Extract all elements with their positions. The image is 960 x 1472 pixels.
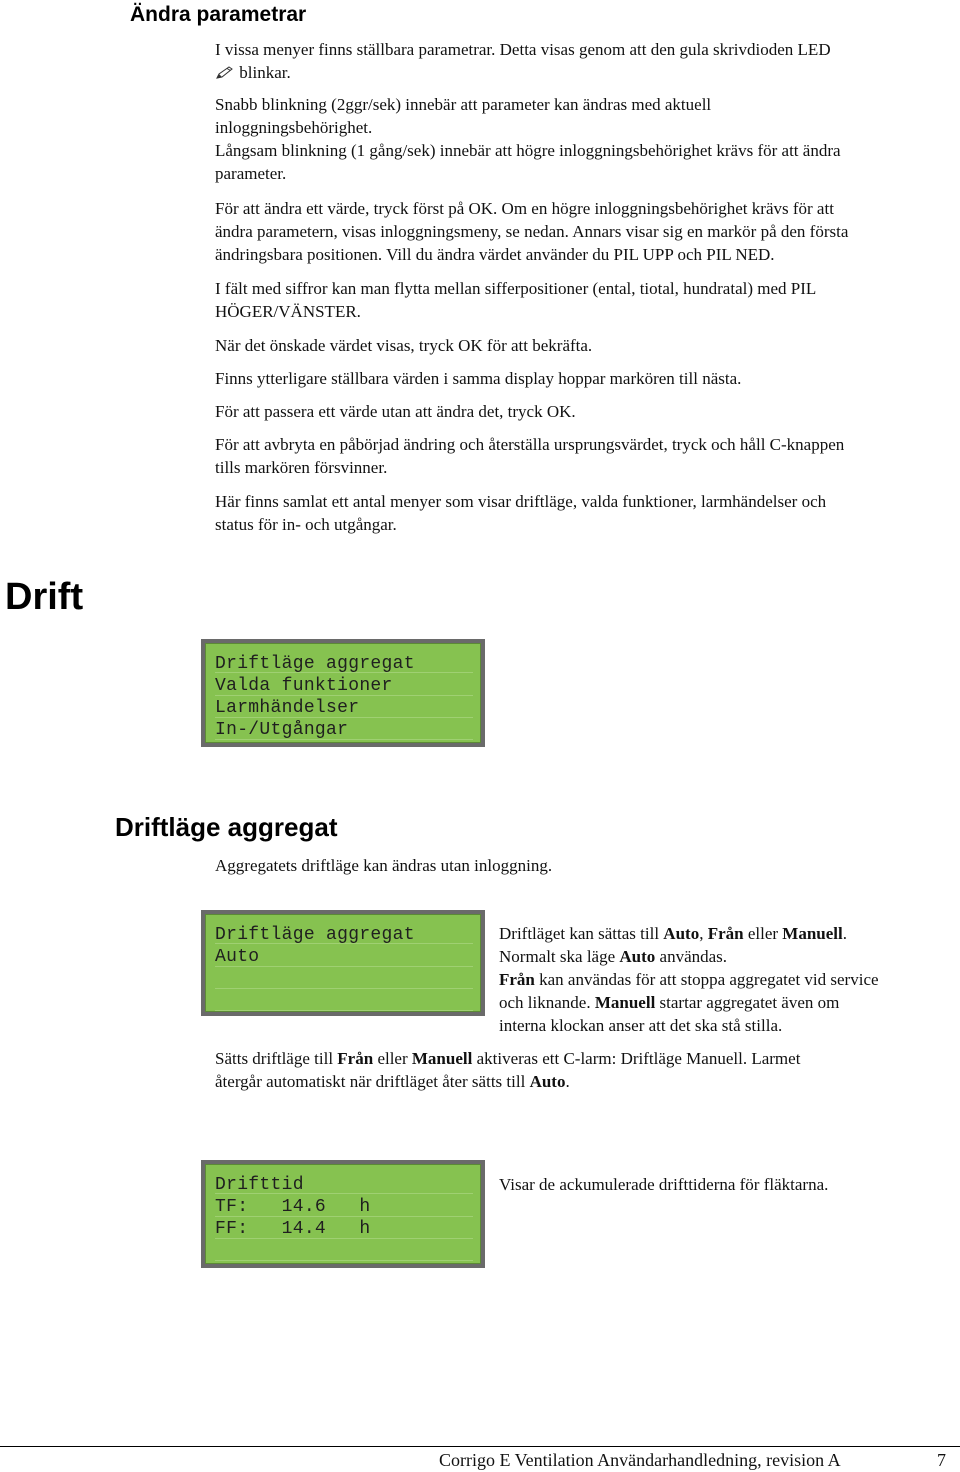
paragraph-line: Här finns samlat ett antal menyer som visar driftläge, valda funktioner, larmhändelser och xyxy=(215,492,827,511)
lcd-line: Driftläge aggregat xyxy=(215,654,415,674)
page-number: 7 xyxy=(937,1450,946,1470)
lcd-line: Auto xyxy=(215,947,260,967)
paragraph-line: I vissa menyer finns ställbara parametrar. Detta visas genom att den gula skrivdioden LED xyxy=(215,40,831,59)
section-title-drift: Drift xyxy=(5,576,84,618)
paragraph-line: parameter. xyxy=(215,164,287,183)
footer-divider xyxy=(0,1446,960,1447)
footer-title: Corrigo E Ventilation Användarhandledning, revision A xyxy=(439,1450,841,1470)
lcd-display-drifttid xyxy=(201,1160,485,1268)
lcd-line: Larmhändelser xyxy=(215,698,360,718)
note-line: återgår automatiskt när driftläget åter sätts till Auto. xyxy=(215,1072,570,1091)
lcd-line: Driftläge aggregat xyxy=(215,925,415,945)
section-title-driftlage-aggregat: Driftläge aggregat xyxy=(115,812,338,842)
drifttid-description: Visar de ackumulerade drifttiderna för fläktarna. xyxy=(499,1175,829,1194)
lcd-display-drift-menu xyxy=(201,639,485,747)
lcd-line: In-/Utgångar xyxy=(215,720,349,740)
lcd-line: Drifttid xyxy=(215,1175,304,1195)
desc-line: Driftläget kan sättas till Auto, Från eller Manuell. xyxy=(499,924,847,943)
paragraph-line: ändringsbara positionen. Vill du ändra värdet använder du PIL UPP och PIL NED. xyxy=(215,245,775,264)
paragraph-line: Snabb blinkning (2ggr/sek) innebär att parameter kan ändras med aktuell xyxy=(215,95,712,114)
intro-text: Aggregatets driftläge kan ändras utan inloggning. xyxy=(215,856,553,875)
pencil-icon xyxy=(215,63,235,77)
desc-line: Från kan användas för att stoppa aggregatet vid service xyxy=(499,970,879,989)
paragraph-line xyxy=(215,61,955,84)
paragraph-line: I fält med siffror kan man flytta mellan sifferpositioner (ental, tiotal, hundratal) med PIL xyxy=(215,279,817,298)
desc-line: Normalt ska läge Auto användas. xyxy=(499,947,728,966)
paragraph-line: För att ändra ett värde, tryck först på OK. Om en högre inloggningsbehörighet krävs för att xyxy=(215,199,834,218)
paragraph-line: ändra parametern, visas inloggningsmeny, se nedan. Annars visar sig en markör på den första xyxy=(215,222,849,241)
paragraph-text: blinkar. xyxy=(239,63,291,82)
paragraph-line: Långsam blinkning (1 gång/sek) innebär att högre inloggningsbehörighet krävs för att ändra xyxy=(215,141,841,160)
paragraph-line: tills markören försvinner. xyxy=(215,458,388,477)
lcd-line: FF: 14.4 h xyxy=(215,1219,371,1239)
lcd-display-driftlage xyxy=(201,910,485,1016)
lcd-row xyxy=(215,1239,473,1261)
lcd-line: TF: 14.6 h xyxy=(215,1197,371,1217)
paragraph-line: När det önskade värdet visas, tryck OK för att bekräfta. xyxy=(215,336,593,355)
paragraph-line: inloggningsbehörighet. xyxy=(215,118,373,137)
paragraph-line: status för in- och utgångar. xyxy=(215,515,397,534)
paragraph-line: HÖGER/VÄNSTER. xyxy=(215,302,361,321)
lcd-row xyxy=(215,989,473,1011)
note-line: Sätts driftläge till Från eller Manuell aktiveras ett C-larm: Driftläge Manuell. Larmet xyxy=(215,1049,801,1068)
desc-line: interna klockan anser att det ska stå stilla. xyxy=(499,1016,783,1035)
section-title-andra-parametrar: Ändra parametrar xyxy=(130,3,307,26)
lcd-row xyxy=(215,967,473,989)
paragraph-line: För att avbryta en påbörjad ändring och återställa ursprungsvärdet, tryck och håll C-knappen xyxy=(215,435,845,454)
desc-line: och liknande. Manuell startar aggregatet även om xyxy=(499,993,840,1012)
lcd-line: Valda funktioner xyxy=(215,676,393,696)
driftlage-description xyxy=(499,922,954,1037)
alarm-note xyxy=(215,1047,955,1093)
section1-body xyxy=(215,38,955,536)
paragraph-line: Finns ytterligare ställbara värden i samma display hoppar markören till nästa. xyxy=(215,369,742,388)
paragraph-line: För att passera ett värde utan att ändra det, tryck OK. xyxy=(215,402,576,421)
